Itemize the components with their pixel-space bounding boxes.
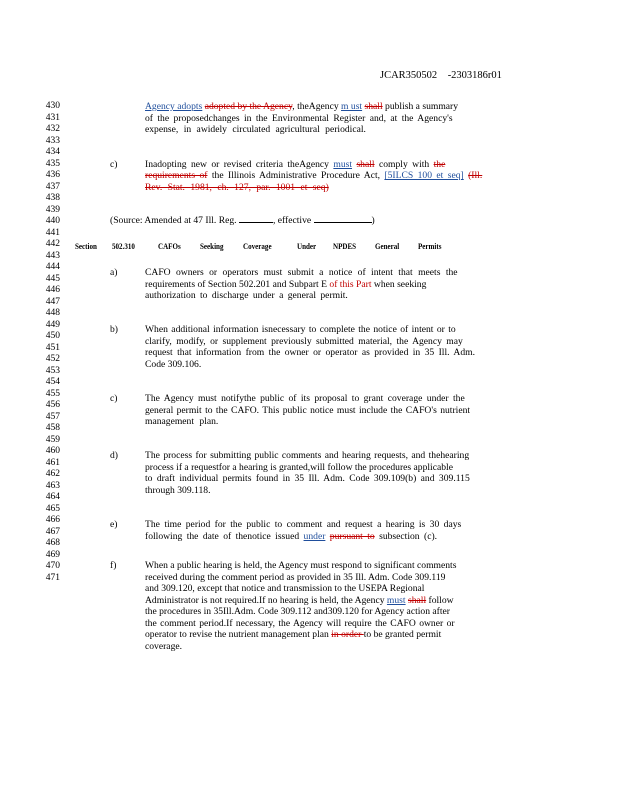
line-number: 463 xyxy=(45,480,60,491)
text-line-463: When a public hearing is held, the Agency must respond to significant comments xyxy=(145,560,457,571)
deleted-text: shall xyxy=(364,101,383,112)
deleted-text: pursuant to xyxy=(329,530,375,542)
text-line-464: received during the comment period as provided in 35 Ill. Adm. Code 309.119 xyxy=(145,571,446,583)
blank-reg-number xyxy=(239,213,273,223)
line-number: 440 xyxy=(45,216,60,226)
deleted-text: Rev. Stat. 1981, ch. 127, par. 1001 et seq) xyxy=(145,181,329,193)
line-number: 445 xyxy=(45,273,60,284)
text-line-442: CAFO owners or operators must submit a notice of intent that meets the xyxy=(145,267,458,278)
text-line-460: The time period for the public to comment and request a hearing is 30 days xyxy=(145,519,462,530)
text-line-443: requirements of Section 502.201 and Subpart E of this Part when seeking xyxy=(145,278,427,290)
doc-ref: -2303186r01 xyxy=(447,70,502,81)
line-number: 443 xyxy=(45,250,60,261)
deleted-text: in order xyxy=(331,629,364,640)
line-number: 460 xyxy=(45,446,60,456)
line-number: 449 xyxy=(45,319,60,330)
text-line-452: general permit to the CAFO. This public notice must include the CAFO's nutrient xyxy=(145,404,471,416)
text-line-469: operator to revise the nutrient management plan in order to be granted permit xyxy=(145,629,442,640)
section-word: Section xyxy=(75,241,97,251)
item-label-a: a) xyxy=(110,267,118,278)
line-number: 431 xyxy=(45,112,60,123)
line-number: 464 xyxy=(45,492,60,502)
blank-effective-date xyxy=(314,213,372,223)
line-number: 447 xyxy=(45,296,60,307)
text-line-466: Administrator is not required.If no hearing is held, the Agency must shall follow xyxy=(145,594,454,606)
text-line-457: to draft individual permits found in 35 Ill. Adm. Code 309.109(b) and 309.115 xyxy=(145,473,470,484)
line-number: 452 xyxy=(45,354,60,364)
line-number: 446 xyxy=(45,285,60,295)
doc-id: JCAR350502 xyxy=(380,70,438,81)
line-number: 438 xyxy=(45,193,60,203)
inserted-text: [5ILCS 100 et seq] xyxy=(384,170,464,181)
line-number: 432 xyxy=(45,124,60,134)
source-note: (Source: Amended at 47 Ill. Reg. , effective ) xyxy=(110,214,375,226)
section-title-word: Seeking xyxy=(200,241,224,251)
text-line-458: through 309.118. xyxy=(145,484,211,496)
text-line-436 xyxy=(145,182,329,194)
inserted-text: Agency adopts xyxy=(145,101,203,112)
line-number: 465 xyxy=(45,503,60,514)
line-number: 467 xyxy=(45,526,60,537)
line-number: 435 xyxy=(45,158,60,169)
item-label-f: f) xyxy=(110,560,117,571)
line-number: 442 xyxy=(45,239,60,249)
line-number: 455 xyxy=(45,388,60,399)
line-number: 458 xyxy=(45,423,60,433)
line-number: 433 xyxy=(45,135,60,146)
line-number: 454 xyxy=(45,377,60,387)
text-line-470: coverage. xyxy=(145,640,183,652)
document-header xyxy=(380,70,502,81)
text-line-432: expense, in awidely circulated agricultural periodical. xyxy=(145,124,366,135)
deleted-text: the xyxy=(433,158,446,170)
text-line-451: The Agency must notifythe public of its proposal to grant coverage under the xyxy=(145,393,465,404)
line-number: 444 xyxy=(45,262,60,272)
text-line-455: The process for submitting public comments and hearing requests, and thehearing xyxy=(145,450,470,461)
deleted-text: adopted by the Agency xyxy=(204,101,293,112)
line-number: 450 xyxy=(45,331,60,341)
text-line-468: the comment period.If necessary, the Agency will require the CAFO owner or xyxy=(145,617,455,629)
text-line-461: following the date of thenotice issued under pursuant to subsection (c). xyxy=(145,530,438,542)
line-number: 437 xyxy=(45,181,60,192)
line-number: 457 xyxy=(45,411,60,422)
section-number: 502.310 xyxy=(112,241,135,251)
section-title-word: Coverage xyxy=(243,241,272,251)
inserted-text: must xyxy=(386,594,406,606)
section-title-word: NPDES xyxy=(333,241,357,251)
inserted-text: under xyxy=(303,530,326,542)
line-number: 470 xyxy=(45,561,60,571)
item-label-e: e) xyxy=(110,519,118,530)
inserted-text: must xyxy=(333,158,353,170)
text-line-447: clarify, modify, or supplement previously submitted material, the Agency may xyxy=(145,335,463,347)
line-number: 448 xyxy=(45,308,60,318)
section-title-word: CAFOs xyxy=(158,241,181,251)
line-number: 466 xyxy=(45,515,60,525)
deleted-text: shall xyxy=(356,158,375,170)
text-line-465: and 309.120, except that notice and transmission to the USEPA Regional xyxy=(145,583,425,594)
line-number: 451 xyxy=(45,342,60,353)
line-number: 430 xyxy=(45,101,60,111)
text-line-456: process if a requestfor a hearing is granted,will follow the procedures applicable xyxy=(145,461,453,473)
line-number: 469 xyxy=(45,549,60,560)
changed-text: of this Part xyxy=(329,278,372,290)
text-line-449: Code 309.106. xyxy=(145,358,202,370)
text-line-431: of the proposedchanges in the Environmental Register and, at the Agency's xyxy=(145,112,453,124)
line-number: 456 xyxy=(45,400,60,410)
line-number: 459 xyxy=(45,434,60,445)
deleted-text: requirements of xyxy=(145,170,208,181)
item-label-d: d) xyxy=(110,450,118,461)
section-title-word: General xyxy=(375,241,400,251)
item-label-b: b) xyxy=(110,324,118,335)
line-number: 468 xyxy=(45,538,60,548)
text-line-430: Agency adopts adopted by the Agency, theAgency m ust shall publish a summary xyxy=(145,101,459,112)
section-title-word: Under xyxy=(297,241,317,251)
line-number: 453 xyxy=(45,365,60,376)
text-line-444: authorization to discharge under a general permit. xyxy=(145,290,348,301)
line-number: 439 xyxy=(45,204,60,215)
line-number: 471 xyxy=(45,572,60,583)
text-line-434: Inadopting new or revised criteria theAgency must shall comply with the xyxy=(145,158,446,170)
line-number: 461 xyxy=(45,457,60,468)
item-label-c: c) xyxy=(110,158,118,170)
text-line-448: request that information from the owner or operator as provided in 35 Ill. Adm. xyxy=(145,347,475,358)
item-label-c: c) xyxy=(110,393,118,404)
line-number: 441 xyxy=(45,227,60,238)
text-line-435: requirements of the Illinois Administrative Procedure Act, [5ILCS 100 et seq] (Ill. xyxy=(145,170,483,181)
text-line-467: the procedures in 35Ill.Adm. Code 309.112 and309.120 for Agency action after xyxy=(145,606,450,617)
text-line-446: When additional information isnecessary to complete the notice of intent or to xyxy=(145,324,456,335)
line-number: 436 xyxy=(45,170,60,180)
line-number: 462 xyxy=(45,469,60,479)
text-line-453: management plan. xyxy=(145,416,219,427)
line-number: 434 xyxy=(45,147,60,157)
deleted-text: (Ill. xyxy=(468,170,483,181)
section-title-word: Permits xyxy=(418,241,442,251)
deleted-text: shall xyxy=(408,594,427,606)
inserted-text: m ust xyxy=(341,101,363,112)
